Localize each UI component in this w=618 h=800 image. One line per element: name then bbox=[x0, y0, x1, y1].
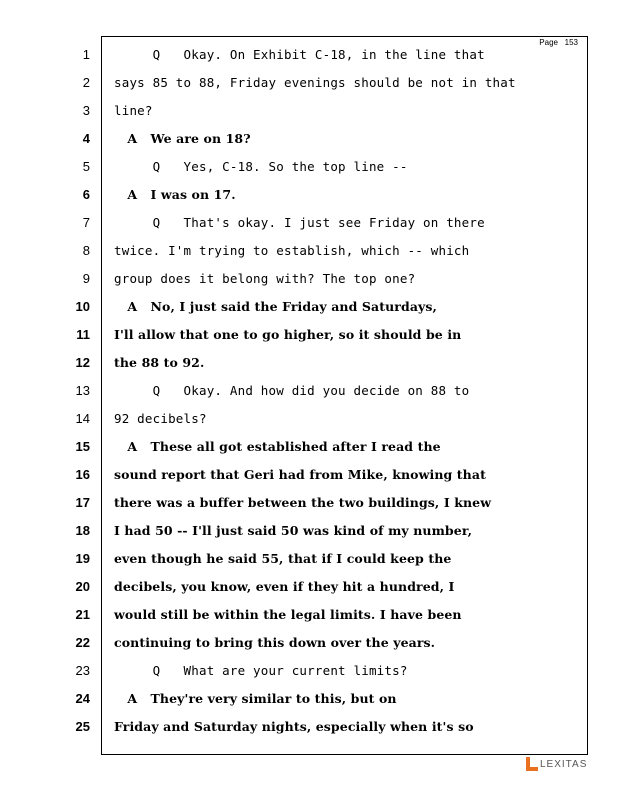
transcript-line: the 88 to 92. bbox=[114, 355, 205, 370]
transcript-line: sound report that Geri had from Mike, knowing that bbox=[114, 467, 486, 482]
transcript-line: there was a buffer between the two buildings, I knew bbox=[114, 495, 492, 510]
transcript-line: A They're very similar to this, but on bbox=[114, 691, 397, 706]
transcript-line: line? bbox=[114, 103, 153, 118]
line-number: 3 bbox=[82, 103, 90, 118]
lexitas-logo bbox=[526, 757, 587, 771]
line-number: 25 bbox=[75, 719, 90, 734]
transcript-line: even though he said 55, that if I could keep the bbox=[114, 551, 452, 566]
transcript-line: A These all got established after I read the bbox=[114, 439, 441, 454]
line-number: 18 bbox=[75, 523, 90, 538]
line-number: 12 bbox=[75, 355, 90, 370]
line-number: 5 bbox=[82, 159, 90, 174]
transcript-line: Q What are your current limits? bbox=[114, 663, 408, 678]
transcript-line: group does it belong with? The top one? bbox=[114, 271, 416, 286]
line-number: 17 bbox=[75, 495, 90, 510]
transcript-line: Q That's okay. I just see Friday on there bbox=[114, 215, 485, 230]
line-number: 9 bbox=[82, 271, 90, 286]
transcript-line: twice. I'm trying to establish, which -- which bbox=[114, 243, 470, 258]
transcript-line: says 85 to 88, Friday evenings should be not in that bbox=[114, 75, 516, 90]
transcript-line: would still be within the legal limits. I have been bbox=[114, 607, 462, 622]
line-number: 24 bbox=[75, 691, 90, 706]
line-number: 19 bbox=[75, 551, 90, 566]
transcript-line: A We are on 18? bbox=[114, 131, 251, 146]
transcript-line: Friday and Saturday nights, especially when it's so bbox=[114, 719, 474, 734]
line-number: 11 bbox=[76, 327, 90, 342]
line-number: 2 bbox=[82, 75, 90, 90]
transcript-line: 92 decibels? bbox=[114, 411, 207, 426]
line-number: 15 bbox=[75, 439, 90, 454]
line-number: 10 bbox=[75, 299, 90, 314]
transcript-line: Q Okay. On Exhibit C-18, in the line that bbox=[114, 47, 485, 62]
lexitas-logo-text: LEXITAS bbox=[540, 758, 588, 770]
page-label-word: Page bbox=[539, 38, 558, 47]
line-number: 16 bbox=[75, 467, 90, 482]
transcript-line: Q Okay. And how did you decide on 88 to bbox=[114, 383, 470, 398]
line-number: 8 bbox=[82, 243, 90, 258]
transcript-line: I'll allow that one to go higher, so it should be in bbox=[114, 327, 462, 342]
transcript-line: A I was on 17. bbox=[114, 187, 236, 202]
line-number: 6 bbox=[82, 187, 90, 202]
line-number: 7 bbox=[82, 215, 90, 230]
transcript-line: I had 50 -- I'll just said 50 was kind of my number, bbox=[114, 523, 473, 538]
lexitas-logo-icon bbox=[526, 757, 538, 771]
line-number: 21 bbox=[75, 607, 90, 622]
line-number: 23 bbox=[75, 663, 90, 678]
transcript-line: continuing to bring this down over the years. bbox=[114, 635, 436, 650]
transcript-line: A No, I just said the Friday and Saturdays, bbox=[114, 299, 437, 314]
page-number-label bbox=[539, 38, 578, 47]
line-number: 4 bbox=[82, 131, 90, 146]
page-number: 153 bbox=[564, 38, 578, 47]
line-number: 1 bbox=[82, 47, 90, 62]
line-number: 13 bbox=[75, 383, 90, 398]
line-number: 22 bbox=[75, 635, 90, 650]
line-number: 14 bbox=[75, 411, 90, 426]
transcript-line: decibels, you know, even if they hit a hundred, I bbox=[114, 579, 455, 594]
line-number: 20 bbox=[75, 579, 90, 594]
transcript-line: Q Yes, C-18. So the top line -- bbox=[114, 159, 408, 174]
